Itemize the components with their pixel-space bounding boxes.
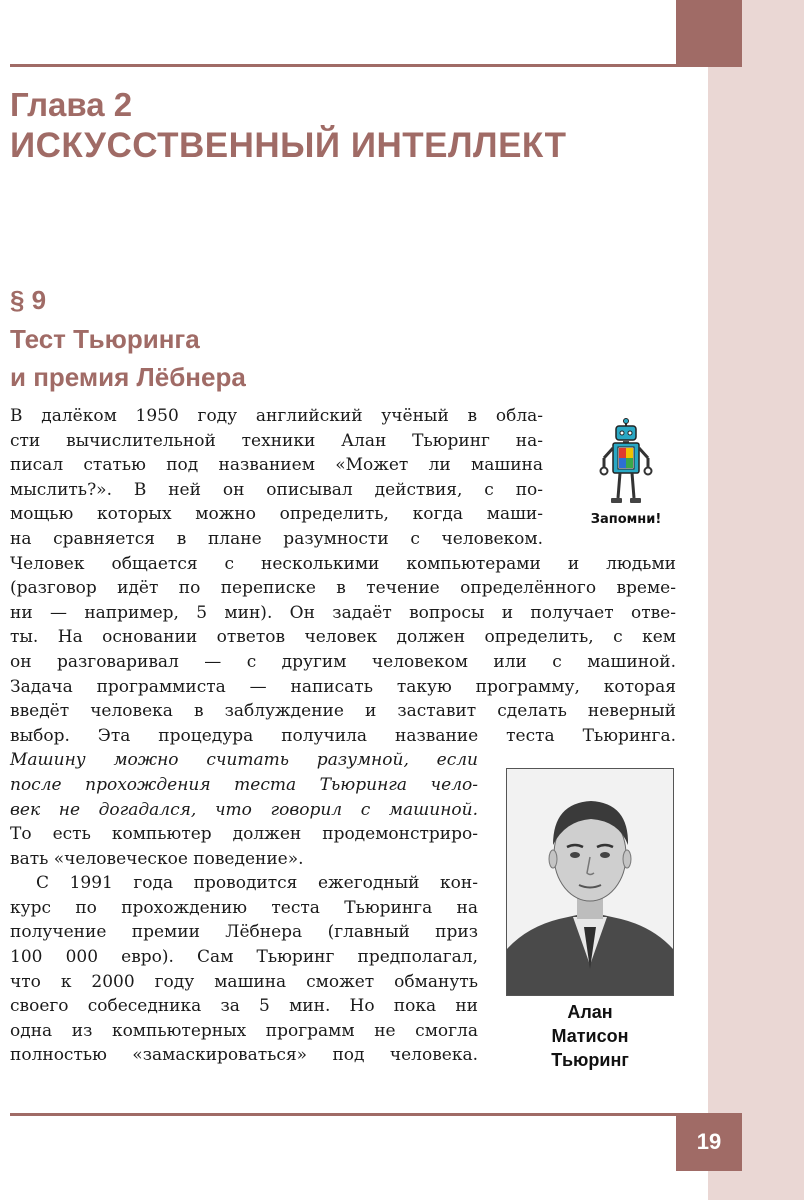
section-title-line: Тест Тьюринга: [10, 324, 200, 354]
text-line: писал статью под названием «Может ли машина: [10, 455, 543, 476]
remember-label: Запомни!: [590, 512, 662, 527]
text-line: (разговор идёт по переписке в течение определённого време-: [10, 578, 676, 599]
text-line: курс по прохождению теста Тьюринга на: [10, 897, 478, 918]
text-line: сти вычислительной техники Алан Тьюринг на-: [10, 430, 543, 451]
text-line: С 1991 года проводится ежегодный кон-: [36, 873, 478, 894]
text-line: получение премии Лёбнера (главный приз: [10, 922, 478, 943]
text-line: мыслить?». В ней он описывал действия, с по-: [10, 479, 543, 500]
chapter-label: Глава 2: [10, 86, 133, 123]
text-line: на сравняется в плане разумности с человеком.: [10, 528, 543, 549]
text-line: ни — например, 5 мин). Он задаёт вопросы и получает отве-: [10, 602, 676, 623]
top-rule: [10, 64, 742, 67]
text-line: мощью которых можно определить, когда маши-: [10, 504, 543, 525]
chapter-title: ИСКУССТВЕННЫЙ ИНТЕЛЛЕКТ: [10, 126, 567, 165]
text-line: То есть компьютер должен продемонстриро-: [10, 824, 478, 845]
section-number: § 9: [10, 285, 47, 315]
portrait-caption: [506, 1000, 674, 1072]
text-line-italic: Машину можно считать разумной, если: [10, 750, 478, 771]
section-title-line: и премия Лёбнера: [10, 362, 246, 392]
text-line: полностью «замаскироваться» под человека.: [10, 1045, 478, 1066]
text-line: Человек общается с несколькими компьютерами и людьми: [10, 553, 676, 574]
text-line: своего собеседника за 5 мин. Но пока ни: [10, 996, 478, 1017]
text-line: вать «человеческое поведение».: [10, 848, 304, 869]
text-line: ты. На основании ответов человек должен определить, с кем: [10, 627, 676, 648]
text-line-italic: век не догадался, что говорил с машиной.: [10, 799, 478, 820]
text-line-italic: после прохождения теста Тьюринга чело-: [10, 774, 478, 795]
text-line: одна из компьютерных программ не смогла: [10, 1020, 478, 1041]
text-line: что к 2000 году машина сможет обмануть: [10, 971, 478, 992]
text-line: 100 000 евро). Сам Тьюринг предполагал,: [10, 947, 478, 968]
robot-icon: [596, 418, 656, 510]
caption-line: Матисон: [551, 1026, 629, 1046]
text-line: он разговаривал — с другим человеком или с машиной.: [10, 651, 676, 672]
text-line: выбор. Эта процедура получила название теста Тьюринга.: [10, 725, 676, 746]
portrait-drawing: [507, 769, 673, 995]
text-line: Задача программиста — написать такую программу, которая: [10, 676, 676, 697]
bottom-rule: [10, 1113, 742, 1116]
caption-line: Тьюринг: [551, 1050, 629, 1070]
top-tab: [676, 0, 742, 66]
text-line: введёт человека в заблуждение и заставит сделать неверный: [10, 701, 676, 722]
section-title: [10, 320, 246, 396]
side-stripe: [708, 0, 804, 1200]
caption-line: Алан: [567, 1002, 613, 1022]
text-line: В далёком 1950 году английский учёный в обла-: [10, 406, 543, 426]
page-number: 19: [676, 1113, 742, 1171]
portrait-image: [506, 768, 674, 996]
